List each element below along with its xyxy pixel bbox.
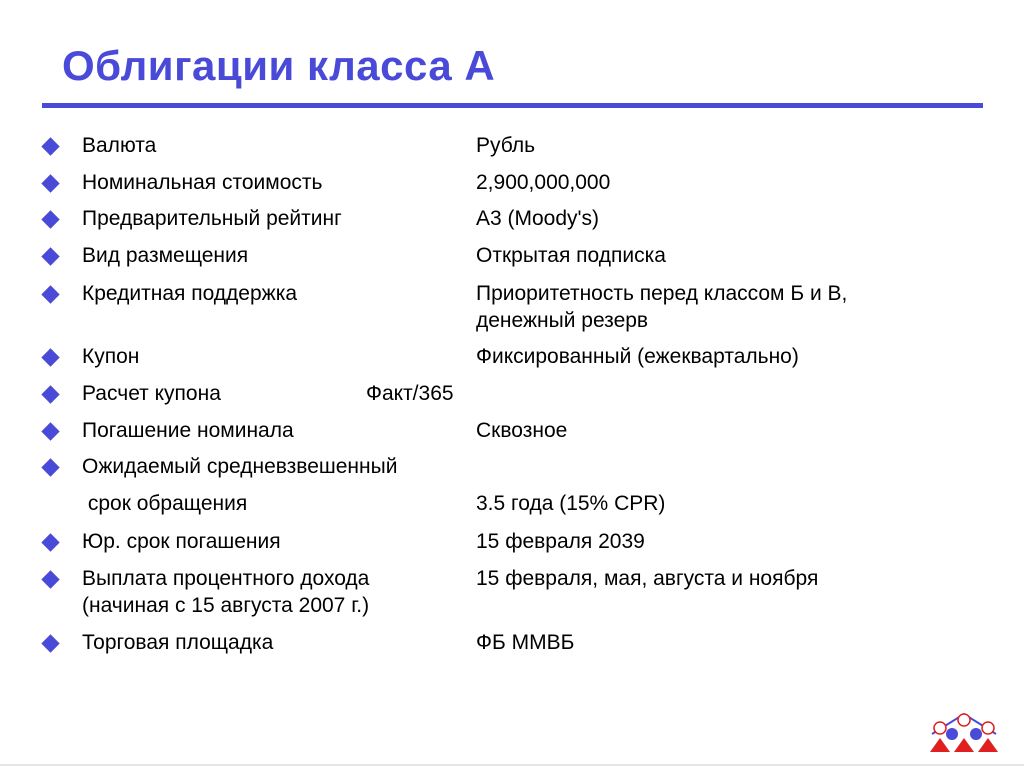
row-value-nominal: 2,900,000,000 [476, 171, 611, 194]
title-underline [42, 103, 983, 108]
row-label-trading-venue: Торговая площадка [82, 631, 274, 654]
row-value-coupon-calc: Факт/365 [366, 382, 454, 405]
row-label-term: срок обращения [82, 492, 248, 515]
row-value-coupon: Фиксированный (ежеквартально) [476, 345, 799, 368]
row-value-trading-venue: ФБ ММВБ [476, 631, 575, 654]
row-label-rating: Предварительный рейтинг [82, 207, 342, 230]
row-value-legal-maturity: 15 февраля 2039 [476, 530, 645, 553]
russia-house-logo-icon [928, 710, 1000, 754]
bullet-diamond-icon [41, 385, 59, 403]
row-label-legal-maturity: Юр. срок погашения [82, 530, 281, 553]
row-value-currency: Рубль [476, 134, 536, 157]
row-value-rating: A3 (Moody's) [476, 207, 600, 230]
row-value-placement: Открытая подписка [476, 244, 666, 267]
bullet-diamond-icon [41, 247, 59, 265]
row-label-expected-wal: Ожидаемый средневзвешенный [82, 455, 398, 478]
row-label-redemption: Погашение номинала [82, 419, 294, 442]
bullet-diamond-icon [41, 174, 59, 192]
bullet-diamond-icon [41, 458, 59, 476]
row-label-nominal: Номинальная стоимость [82, 171, 323, 194]
row-value-term: 3.5 года (15% CPR) [476, 492, 666, 515]
row-label-coupon-calc: Расчет купона [82, 382, 221, 405]
page-title: Облигации класса А [62, 42, 496, 89]
row-label-interest-payment: Выплата процентного дохода (начиная с 15 августа 2007 г.) [82, 567, 370, 617]
bullet-diamond-icon [41, 210, 59, 228]
row-label-credit-support: Кредитная поддержка [82, 282, 298, 305]
row-label-currency: Валюта [82, 134, 157, 157]
row-label-placement: Вид размещения [82, 244, 249, 267]
row-value-interest-payment: 15 февраля, мая, августа и ноября [476, 567, 819, 590]
bullet-diamond-icon [41, 634, 59, 652]
row-value-redemption: Сквозное [476, 419, 568, 442]
bullet-diamond-icon [41, 533, 59, 551]
footer-line [0, 764, 1024, 766]
row-value-credit-support: Приоритетность перед классом Б и В, денежный резерв [476, 282, 848, 332]
bullet-diamond-icon [41, 285, 59, 303]
bullet-diamond-icon [41, 422, 59, 440]
bullet-diamond-icon [41, 570, 59, 588]
row-label-coupon: Купон [82, 345, 140, 368]
bullet-diamond-icon [41, 348, 59, 366]
bullet-diamond-icon [41, 137, 59, 155]
